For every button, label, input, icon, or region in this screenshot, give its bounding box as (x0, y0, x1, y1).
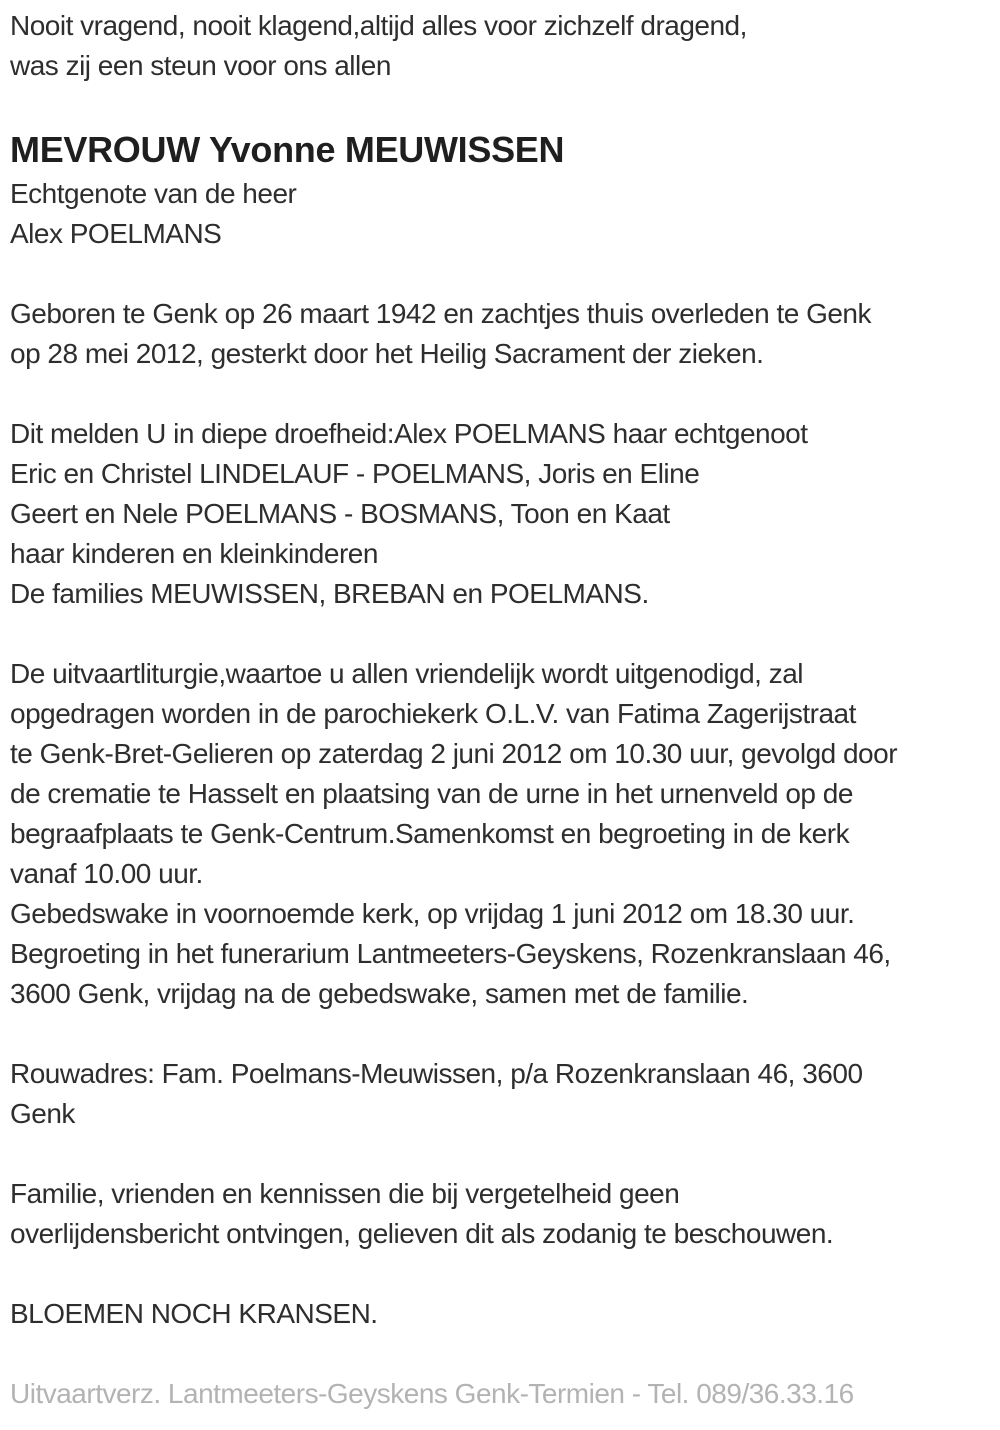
paragraph-line: Geert en Nele POELMANS - BOSMANS, Toon en Kaat (10, 498, 670, 529)
deceased-name-title: MEVROUW Yvonne MEUWISSEN (10, 129, 565, 170)
relation-line: Alex POELMANS (10, 218, 222, 249)
epigraph-line: Nooit vragend, nooit klagend,altijd alles voor zichzelf dragend, (10, 10, 747, 41)
paragraph-line: de crematie te Hasselt en plaatsing van de urne in het urnenveld op de (10, 778, 853, 809)
paragraph-line: Begroeting in het funerarium Lantmeeters-Geyskens, Rozenkranslaan 46, (10, 938, 891, 969)
undertaker-footer-text: Uitvaartverz. Lantmeeters-Geyskens Genk-Termien - Tel. 089/36.33.16 (10, 1378, 854, 1409)
undertaker-footer (10, 1374, 990, 1414)
deceased-header (10, 126, 990, 254)
paragraph-line: opgedragen worden in de parochiekerk O.L.V. van Fatima Zagerijstraat (10, 698, 856, 729)
paragraph-apology-notice (10, 1174, 990, 1254)
epigraph (10, 6, 990, 86)
paragraph-line: overlijdensbericht ontvingen, gelieven dit als zodanig te beschouwen. (10, 1218, 834, 1249)
paragraph-line: De families MEUWISSEN, BREBAN en POELMANS. (10, 578, 649, 609)
paragraph-line: De uitvaartliturgie,waartoe u allen vriendelijk wordt uitgenodigd, zal (10, 658, 804, 689)
paragraph-line: 3600 Genk, vrijdag na de gebedswake, samen met de familie. (10, 978, 749, 1009)
paragraph-line: te Genk-Bret-Gelieren op zaterdag 2 juni 2012 om 10.30 uur, gevolgd door (10, 738, 898, 769)
paragraph-line: Gebedswake in voornoemde kerk, op vrijdag 1 juni 2012 om 18.30 uur. (10, 898, 855, 929)
paragraph-mourning-address (10, 1054, 990, 1134)
paragraph-line: vanaf 10.00 uur. (10, 858, 203, 889)
epigraph-line: was zij een steun voor ons allen (10, 50, 391, 81)
paragraph-line: Geboren te Genk op 26 maart 1942 en zachtjes thuis overleden te Genk (10, 298, 872, 329)
paragraph-family-announcement (10, 414, 990, 614)
paragraph-line: Familie, vrienden en kennissen die bij vergetelheid geen (10, 1178, 680, 1209)
paragraph-line: Dit melden U in diepe droefheid:Alex POELMANS haar echtgenoot (10, 418, 808, 449)
relation-line: Echtgenote van de heer (10, 178, 297, 209)
paragraph-no-flowers (10, 1294, 990, 1334)
paragraph-life-dates (10, 294, 990, 374)
paragraph-funeral-service (10, 654, 990, 1014)
paragraph-line: haar kinderen en kleinkinderen (10, 538, 378, 569)
paragraph-line: Genk (10, 1098, 75, 1129)
paragraph-line: begraafplaats te Genk-Centrum.Samenkomst en begroeting in de kerk (10, 818, 850, 849)
paragraph-line: Rouwadres: Fam. Poelmans-Meuwissen, p/a Rozenkranslaan 46, 3600 (10, 1058, 863, 1089)
paragraph-line: BLOEMEN NOCH KRANSEN. (10, 1298, 378, 1329)
paragraph-line: Eric en Christel LINDELAUF - POELMANS, Joris en Eline (10, 458, 700, 489)
paragraph-line: op 28 mei 2012, gesterkt door het Heilig Sacrament der zieken. (10, 338, 764, 369)
